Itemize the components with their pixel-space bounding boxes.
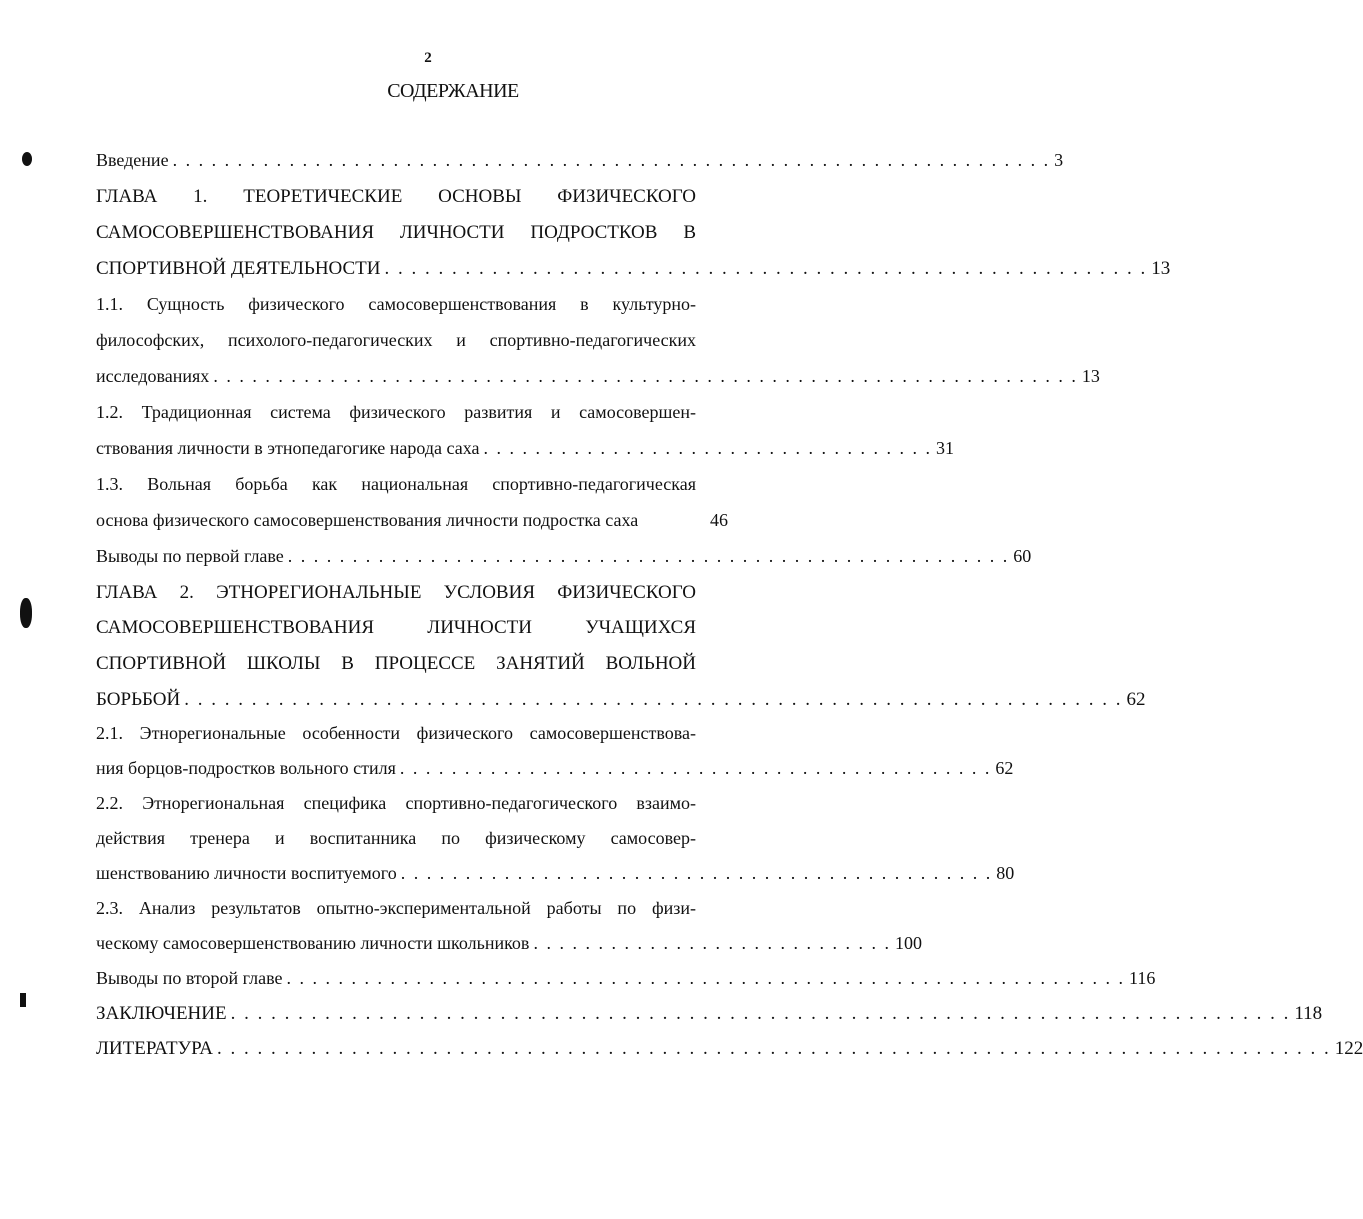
dot-leader: . . . . . . . . . . . . . . . . . . . . . . . . . . . . . . . . . . . . . . . . . . . . . . . . . . . . . . . . . . . . . . . . . . . . . . — [184, 689, 1123, 710]
dot-leader: . . . . . . . . . . . . . . . . . . . . . . . . . . . . . . . . . . . . . . . . . . . . . . . . . . . . . . . . . . . . . . . . . . . . . . . . . . . . . . . . . . . — [216, 1038, 1331, 1059]
dot-leader — [648, 503, 700, 538]
page-number: 2 — [424, 50, 432, 66]
toc-intro[interactable] — [96, 143, 1064, 178]
toc-intro-page: 3 — [1054, 150, 1064, 170]
toc-section-1-1-title-end: исследованиях — [96, 366, 210, 386]
toc-section-1-3-line-1: 1.3. Вольная борьба как национальная спортивно-педагогическая — [96, 474, 696, 494]
toc-chapter-1-title-end: СПОРТИВНОЙ ДЕЯТЕЛЬНОСТИ — [96, 258, 381, 279]
toc-chapter-2-line-3: СПОРТИВНОЙ ШКОЛЫ В ПРОЦЕССЕ ЗАНЯТИЙ ВОЛЬНОЙ — [96, 653, 696, 674]
dot-leader: . . . . . . . . . . . . . . . . . . . . . . . . . . . . . . . . . . . . . . . . . . . . . . . . . . . . . . . . . . . . . . . . . . . . — [172, 150, 1051, 170]
toc-section-2-3-title-end: ческому самосовершенствованию личности школьников — [96, 933, 530, 953]
toc-literature[interactable] — [96, 1031, 1363, 1066]
toc-section-2-1-line-1: 2.1. Этнорегиональные особенности физического самосовершенствова- — [96, 723, 696, 743]
toc-section-1-2-page: 31 — [935, 438, 954, 458]
toc-section-2-2-line-2: действия тренера и воспитанника по физическому самосовер- — [96, 828, 696, 848]
toc-conclusions-1[interactable] — [96, 539, 1032, 574]
toc-literature-page: 122 — [1334, 1038, 1363, 1059]
dot-leader: . . . . . . . . . . . . . . . . . . . . . . . . . . . . . . . . . . . . . . . . . . . . . . . . . . . . . . . . . . . . . . . . . . . — [213, 366, 1078, 386]
toc-section-2-2-line-1: 2.2. Этнорегиональная специфика спортивно-педагогического взаимо- — [96, 793, 696, 813]
toc-section-1-2-line-2 — [96, 431, 954, 466]
dot-leader: . . . . . . . . . . . . . . . . . . . . . . . . . . . . . . . . . . . . . . . . . . . . . . . . . . . . . . . . . . . . . . . . . — [286, 968, 1125, 988]
toc-chapter-2-line-4 — [96, 682, 1146, 717]
toc-section-2-2-page: 80 — [996, 863, 1015, 883]
toc-chapter-2-line-2: САМОСОВЕРШЕНСТВОВАНИЯ ЛИЧНОСТИ УЧАЩИХСЯ — [96, 617, 696, 638]
toc-chapter-2-title-end: БОРЬБОЙ — [96, 689, 181, 710]
toc-chapter-2-page: 62 — [1126, 689, 1146, 710]
toc-conclusions-2[interactable] — [96, 961, 1156, 996]
toc-literature-title: ЛИТЕРАТУРА — [96, 1038, 213, 1059]
page-title: СОДЕРЖАНИЕ — [387, 80, 519, 102]
toc-section-2-3-page: 100 — [894, 933, 922, 953]
toc-conclusions-1-page: 60 — [1013, 546, 1032, 566]
toc-conclusion-page: 118 — [1294, 1003, 1323, 1024]
toc-section-2-3-line-2 — [96, 926, 922, 961]
toc-section-1-3-line-2 — [96, 503, 728, 538]
toc-chapter-2-line-1: ГЛАВА 2. ЭТНОРЕГИОНАЛЬНЫЕ УСЛОВИЯ ФИЗИЧЕСКОГО — [96, 582, 696, 603]
toc-section-1-2-title-end: ствования личности в этнопедагогике народа саха — [96, 438, 480, 458]
dot-leader: . . . . . . . . . . . . . . . . . . . . . . . . . . . . . . . . . . . . . . . . . . . . . . — [400, 863, 993, 883]
scan-mark-top — [22, 152, 32, 166]
dot-leader: . . . . . . . . . . . . . . . . . . . . . . . . . . . . . . . . . . . . . . . . . . . . . . . . . . . . . . . . . . . . . . . . . . . . . . . . . . . . . . . — [230, 1003, 1291, 1024]
toc-chapter-1-line-3 — [96, 251, 1171, 286]
dot-leader: . . . . . . . . . . . . . . . . . . . . . . . . . . . . . . . . . . . — [483, 438, 932, 458]
dot-leader: . . . . . . . . . . . . . . . . . . . . . . . . . . . . . . . . . . . . . . . . . . . . . . . . . . . . . . . . — [287, 546, 1010, 566]
toc-conclusion-title: ЗАКЛЮЧЕНИЕ — [96, 1003, 227, 1024]
toc-section-1-1-line-3 — [96, 359, 1100, 394]
toc-conclusions-1-title: Выводы по первой главе — [96, 546, 284, 566]
dot-leader: . . . . . . . . . . . . . . . . . . . . . . . . . . . . . . . . . . . . . . . . . . . . . . — [399, 758, 992, 778]
toc-conclusions-2-title: Выводы по второй главе — [96, 968, 283, 988]
toc-conclusions-2-page: 116 — [1128, 968, 1156, 988]
toc-section-2-2-title-end: шенствованию личности воспитуемого — [96, 863, 397, 883]
toc-section-2-2-line-3 — [96, 856, 1015, 891]
dot-leader: . . . . . . . . . . . . . . . . . . . . . . . . . . . . — [533, 933, 891, 953]
toc-section-2-1-page: 62 — [995, 758, 1014, 778]
toc-section-2-1-line-2 — [96, 751, 1014, 786]
dot-leader: . . . . . . . . . . . . . . . . . . . . . . . . . . . . . . . . . . . . . . . . . . . . . . . . . . . . . . . . . — [384, 258, 1148, 279]
toc-chapter-1-line-1: ГЛАВА 1. ТЕОРЕТИЧЕСКИЕ ОСНОВЫ ФИЗИЧЕСКОГО — [96, 186, 696, 207]
toc-chapter-1-page: 13 — [1151, 258, 1171, 279]
toc-section-1-1-page: 13 — [1081, 366, 1100, 386]
toc-section-1-3-title-end: основа физического самосовершенствования личности подростка саха — [96, 510, 639, 530]
toc-section-2-3-line-1: 2.3. Анализ результатов опытно-экспериментальной работы по физи- — [96, 898, 696, 918]
toc-section-1-3-page: 46 — [710, 510, 728, 530]
toc-section-2-1-title-end: ния борцов-подростков вольного стиля — [96, 758, 396, 778]
toc-chapter-1-line-2: САМОСОВЕРШЕНСТВОВАНИЯ ЛИЧНОСТИ ПОДРОСТКОВ В — [96, 222, 696, 243]
toc-section-1-1-line-1: 1.1. Сущность физического самосовершенствования в культурно- — [96, 294, 696, 314]
scan-mark-middle — [20, 598, 32, 628]
scan-mark-bottom — [20, 993, 26, 1007]
toc-intro-title: Введение — [96, 150, 169, 170]
toc-conclusion[interactable] — [96, 996, 1323, 1031]
toc-section-1-1-line-2: философских, психолого-педагогических и спортивно-педагогических — [96, 330, 696, 350]
toc-section-1-2-line-1: 1.2. Традиционная система физического развития и самосовершен- — [96, 402, 696, 422]
